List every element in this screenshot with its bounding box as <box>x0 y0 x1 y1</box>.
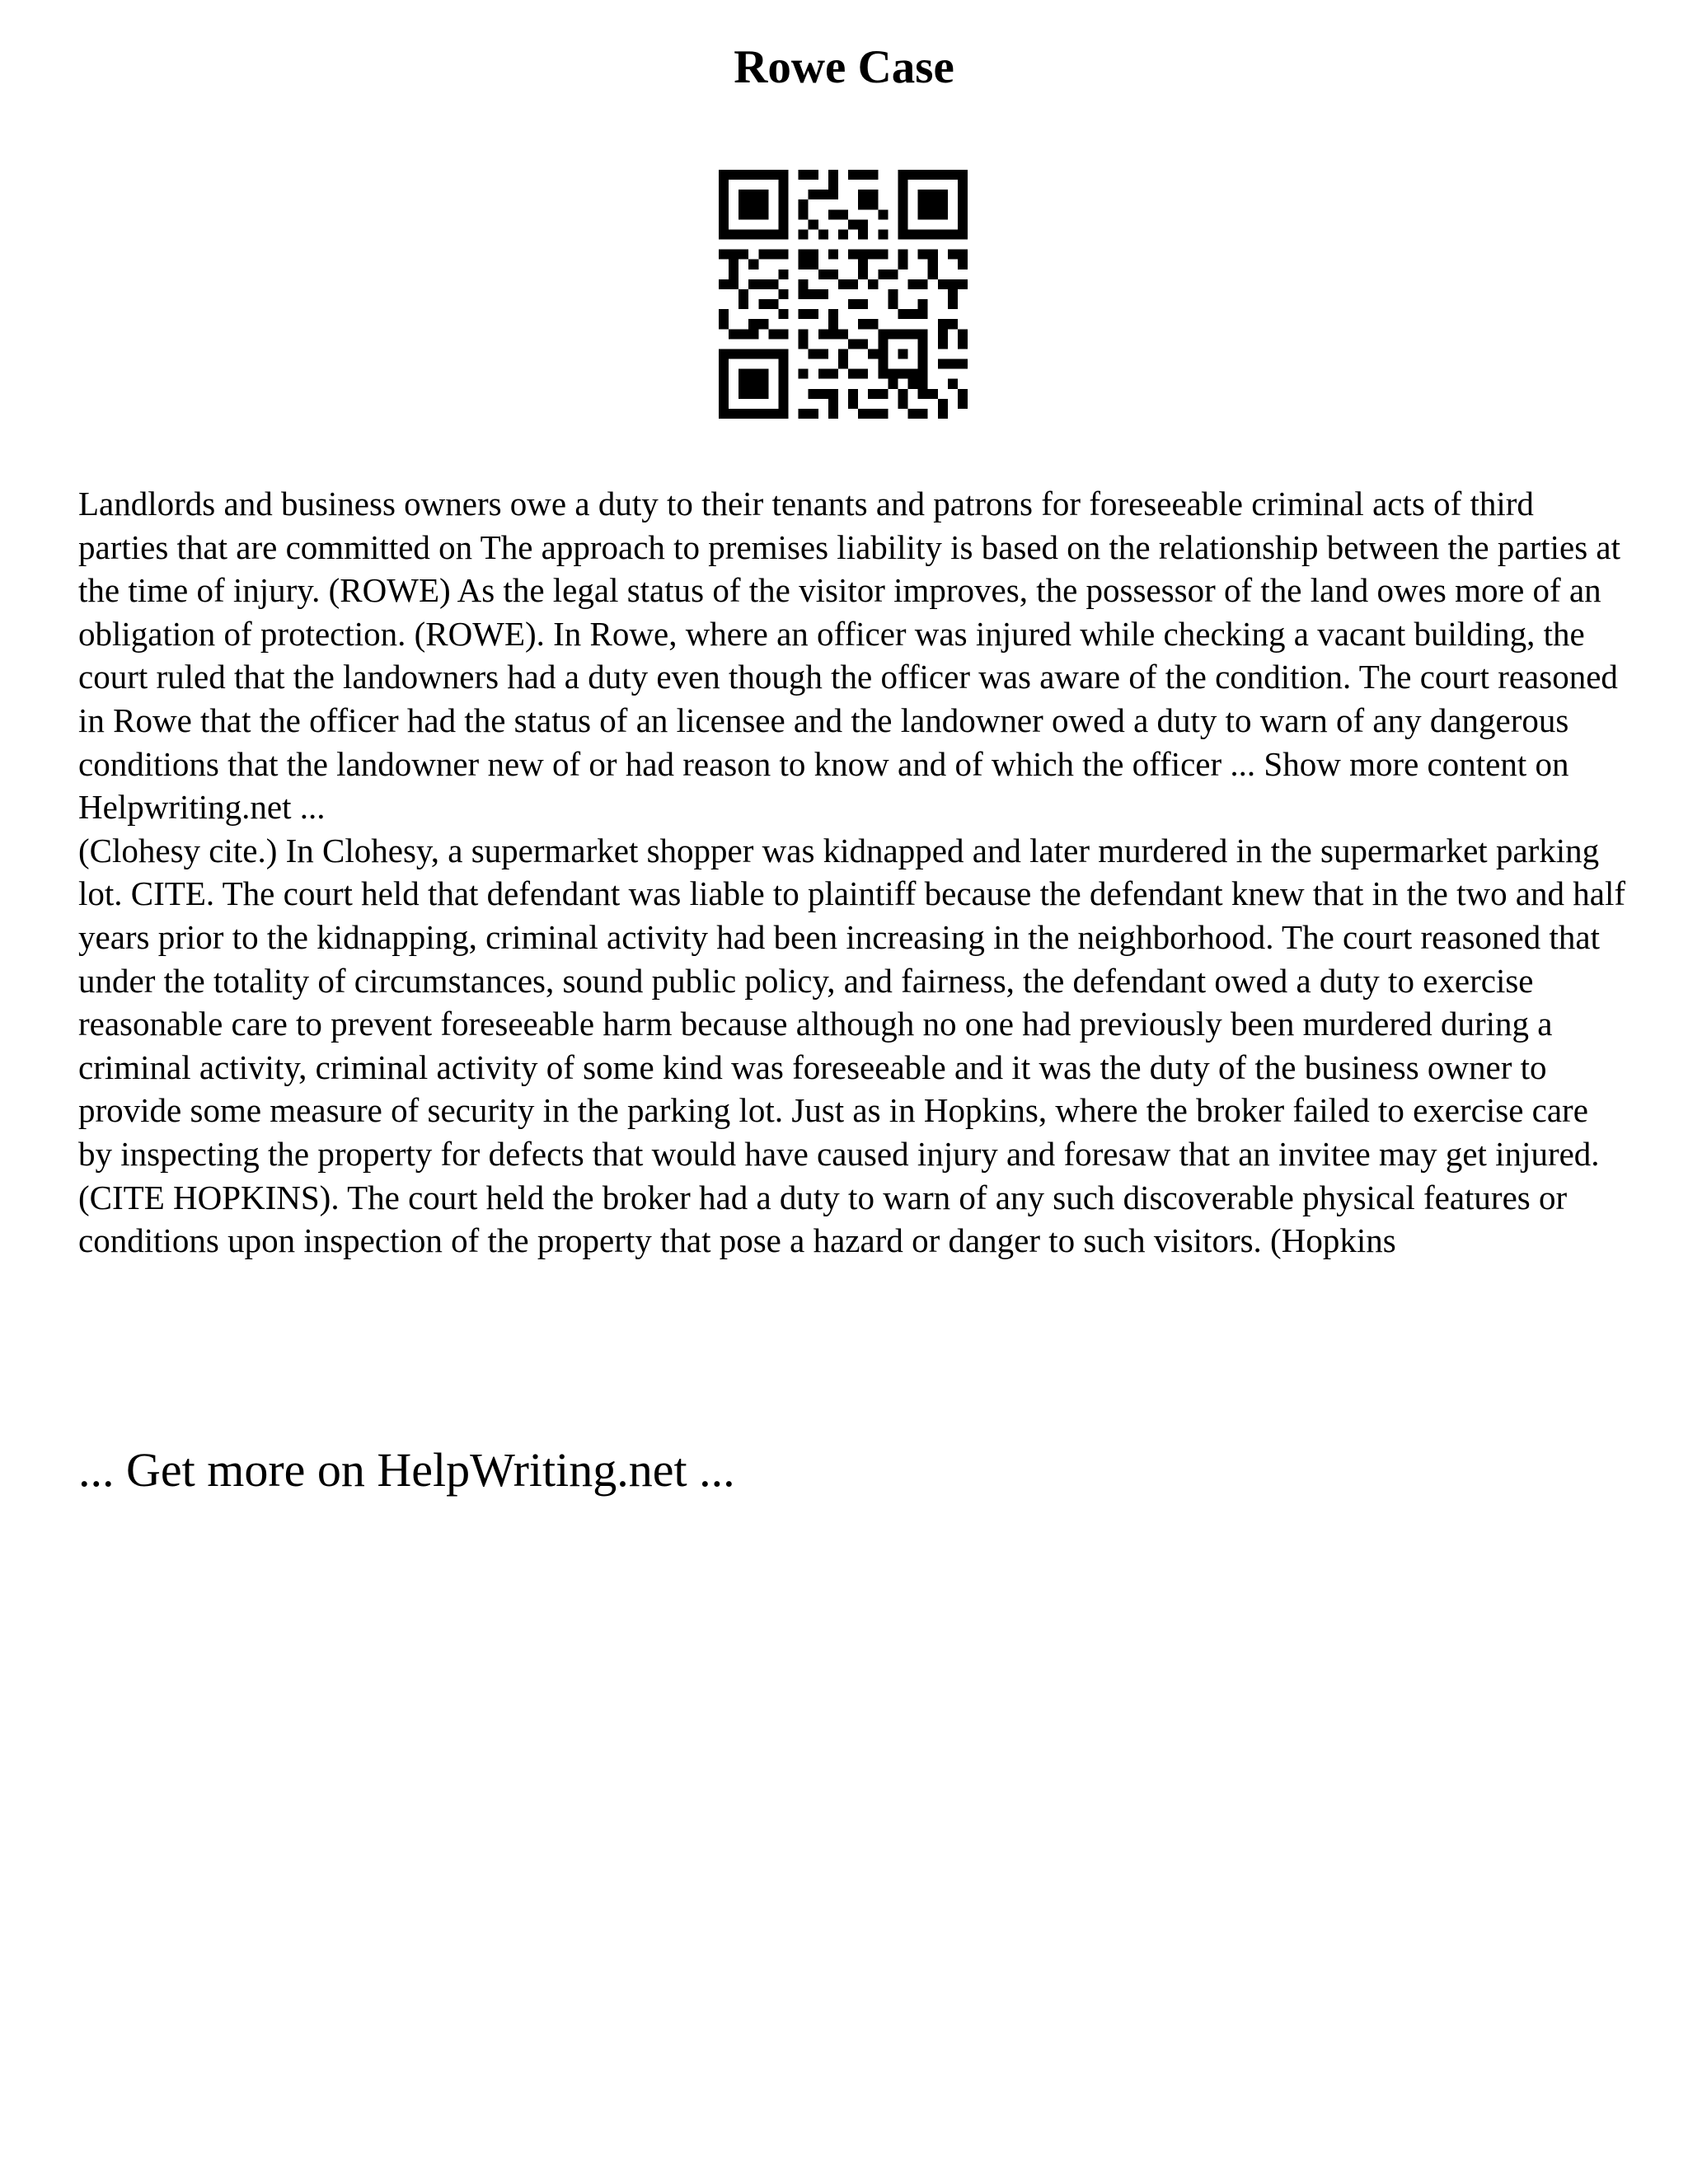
page-title: Rowe Case <box>734 41 954 93</box>
get-more-link[interactable]: ... Get more on HelpWriting.net ... <box>78 1443 735 1497</box>
qr-code-icon <box>719 170 968 419</box>
article-body <box>78 482 1628 1263</box>
body-paragraph: Landlords and business owners owe a duty to their tenants and patrons for foreseeable criminal acts of third parties that are committed on The approach to premises liability is based on the relationship between the parties at the time of injury. (ROWE) As the legal status of the visitor improves, the possessor of the land owes more of an obligation of protection. (ROWE). In Rowe, where an officer was injured while checking a vacant building, the court ruled that the landowners had a duty even though the officer was aware of the condition. The court reasoned in Rowe that the officer had the status of an licensee and the landowner owed a duty to warn of any dangerous conditions that the landowner new of or had reason to know and of which the officer ... Show more content on Helpwriting.net ... <box>78 485 1621 827</box>
body-paragraph: (Clohesy cite.) In Clohesy, a supermarket shopper was kidnapped and later murdered in the supermarket parking lot. CITE. The court held that defendant was liable to plaintiff because the defendant knew that in the two and half years prior to the kidnapping, criminal activity had been increasing in the neighborhood. The court reasoned that under the totality of circumstances, sound public policy, and fairness, the defendant owed a duty to exercise reasonable care to prevent foreseeable harm because although no one had previously been murdered during a criminal activity, criminal activity of some kind was foreseeable and it was the duty of the business owner to provide some measure of security in the parking lot. Just as in Hopkins, where the broker failed to exercise care by inspecting the property for defects that would have caused injury and foresaw that an invitee may get injured. (CITE HOPKINS). The court held the broker had a duty to warn of any such discoverable physical features or conditions upon inspection of the property that pose a hazard or danger to such visitors. (Hopkins <box>78 831 1626 1260</box>
